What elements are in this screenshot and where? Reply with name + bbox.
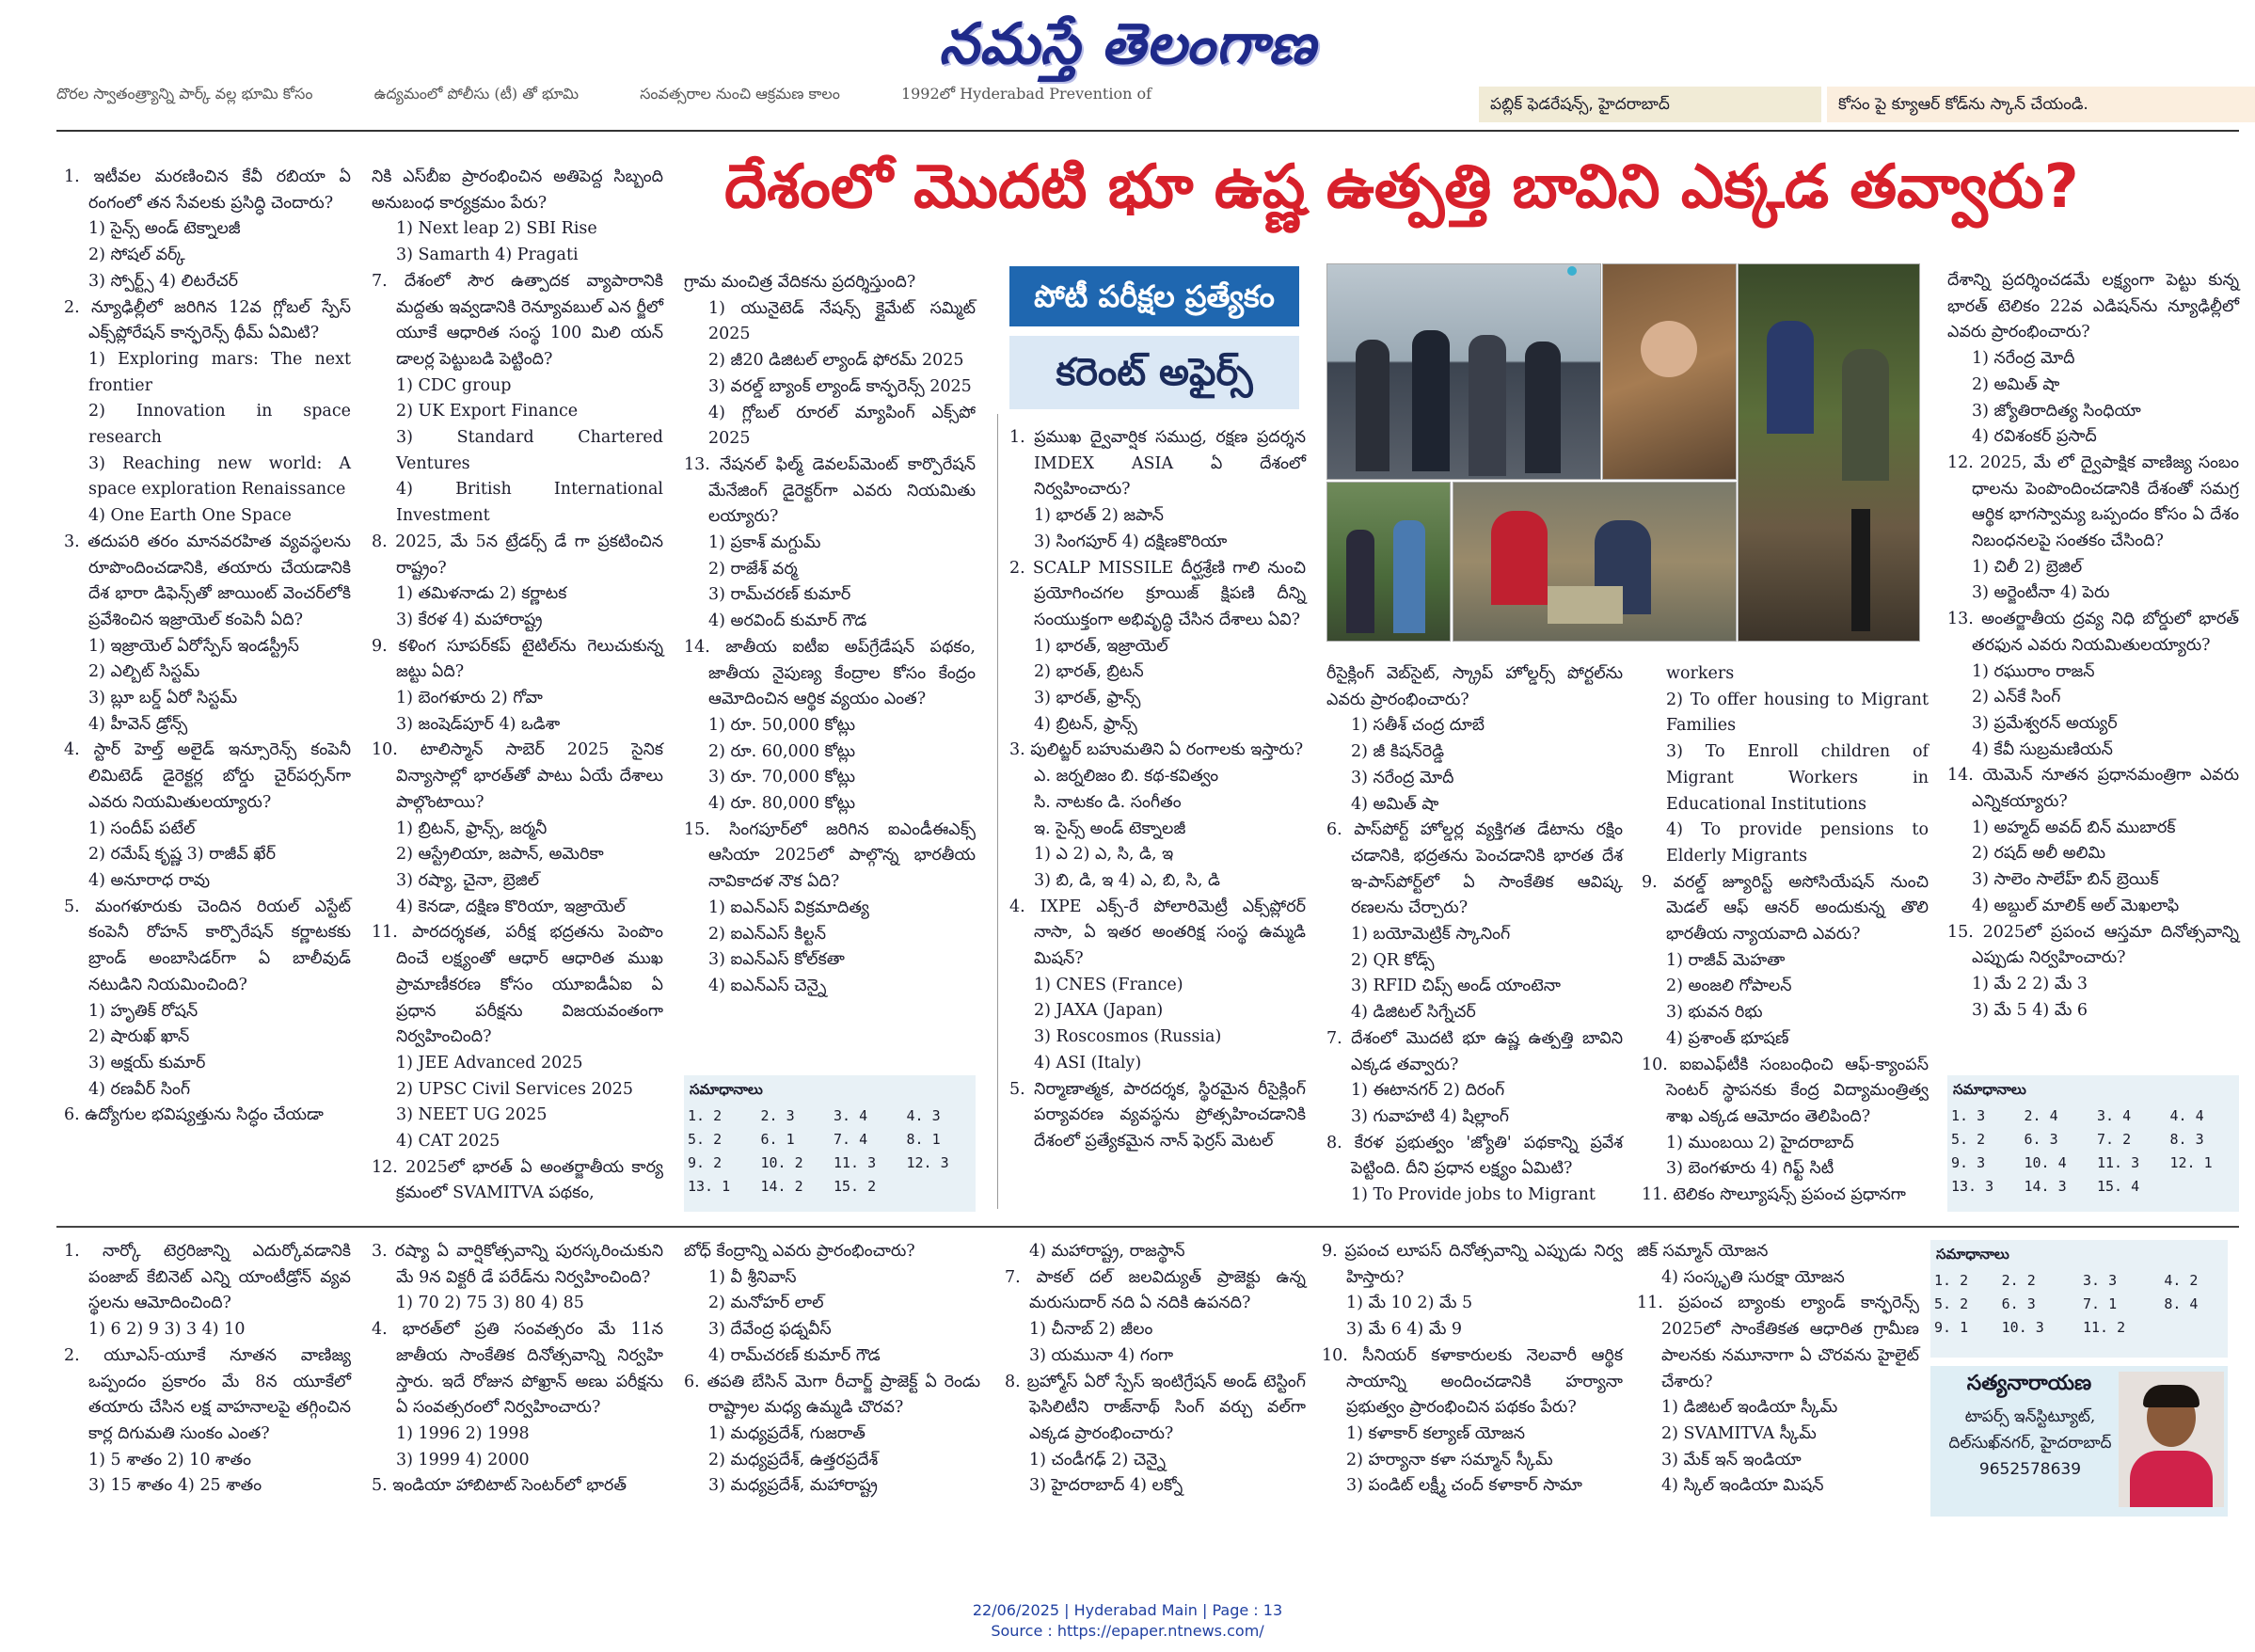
answer-cell: 12. 3 [906, 1154, 949, 1171]
answers-title: సమాధానాలు [1953, 1081, 2026, 1098]
answer-option: 3) మే 5 4) మే 6 [1972, 1000, 2088, 1020]
question-text: 11. ప్రపంచ బ్యాంకు ల్యాండ్ కాన్ఫరెన్స్ 2025లో సాంకేతికత ఆధారిత గ్రామీణ పాలనకు నమూనాగా ఏ చొరవను హైలైట్ చేశారు? [1637, 1294, 1919, 1391]
answers-box-3 [1930, 1240, 2228, 1358]
answer-option: 3) వరల్డ్ బ్యాంక్ ల్యాండ్ కాన్ఫరెన్స్ 2025 [708, 376, 972, 396]
answer-cell: 1. 3 [1951, 1107, 1986, 1124]
answer-option: 1) CNES (France) [1034, 975, 1183, 994]
question-text: 7. పాకల్ దల్ జలవిద్యుత్ ప్రాజెక్టు ఉన్న మరుసుదార్ నది ఏ నదికి ఉపనది? [1005, 1267, 1306, 1313]
answer-option: 2) భారత్, బ్రిటన్ [1034, 662, 1144, 682]
answer-cell: 11. 2 [2082, 1319, 2126, 1336]
question-text: 11. పారదర్శకత, పరీక్ష భద్రతను పెంపొం దించే లక్ష్యంతో ఆధార్ ఆధారిత ముఖ ప్రామాణీకరణ కోసం యూఐడీఏఐ ఏ ప్రధాన పరీక్షను విజయవంతంగా నిర్వహించింది? [372, 923, 663, 1047]
answer-option: 4) రామ్‌చరణ్ కుమార్ గౌడ [708, 1345, 881, 1365]
question-text: 6. తపతి బేసిన్ మెగా రీచార్జ్ ప్రాజెక్ట్ ఏ రెండు రాష్ట్రాల మధ్య ఉమ్మడి చొరవ? [684, 1372, 980, 1418]
answer-cell: 8. 1 [906, 1131, 941, 1148]
answer-option: 1) రఘురాం రాజన్ [1972, 661, 2095, 681]
answer-option: 1) Next leap 2) SBI Rise [396, 219, 597, 239]
question-text: 4. IXPE ఎక్స్-రే పోలారిమెట్రీ ఎక్స్‌ప్లోరర్ నాసా, ఏ ఇతర అంతరిక్ష సంస్థ ఉమ్మడి మిషన్? [1009, 897, 1306, 969]
answer-option: 2) హర్యానా కళా సమ్మాన్ స్కీమ్ [1346, 1450, 1553, 1469]
answer-option: 3) అర్జెంటీనా 4) పెరు [1972, 583, 2110, 603]
photo-well-inspection [1453, 482, 1737, 642]
answer-option: 4) అమిత్ షా [1351, 794, 1439, 814]
answer-option: 4) అబ్దుల్ మాలిక్ అల్ మెఖలాఫి [1972, 896, 2180, 915]
footer-date-line: 22/06/2025 | Hyderabad Main | Page : 13 [972, 1601, 1283, 1619]
answer-option: 2) షారుఖ్ ఖాన్ [88, 1027, 190, 1047]
answer-option: workers [1666, 664, 1735, 683]
answer-option: 3) రష్యా, చైనా, బ్రెజిల్ [396, 870, 540, 890]
answer-option: 4) British International Investment [396, 480, 663, 526]
answer-option: 1) మధ్యప్రదేశ్, గుజరాత్ [708, 1423, 865, 1443]
photo-field-team [1738, 263, 1920, 642]
answer-option: 4) రూ. 80,000 కోట్లు [708, 794, 856, 814]
bottom-column-1 [64, 1239, 351, 1500]
page-headline: దేశంలో మొదటి భూ ఉష్ణ ఉత్పత్తి బావిని ఎక్కడ తవ్వారు? [724, 152, 2079, 222]
author-phone: 9652578639 [1978, 1460, 2082, 1479]
question-text: 3. తదుపరి తరం మానవరహిత వ్యవస్థలను రూపొందించడానికి, తయారు చేయడానికి దేశ భారా డిఫెన్స్‌తో జాయింట్ వెంచర్‌లోకి ప్రవేశించిన ఇజ్రాయెల్ కంపెనీ ఏది? [64, 532, 351, 629]
answer-cell: 5. 2 [1951, 1131, 1986, 1148]
question-text: 15. 2025లో ప్రపంచ ఆస్తమా దినోత్సవాన్ని ఎప్పుడు నిర్వహించారు? [1947, 922, 2239, 968]
question-text: 4. స్టార్ హెల్త్ అలైడ్ ఇన్సూరెన్స్ కంపెనీ లిమిటెడ్ డైరెక్టర్ల బోర్డు చైర్‌పర్సన్‌గా ఎవరు నియమితులయ్యారు? [64, 740, 351, 812]
question-continuation: నికి ఎస్‌బీఐ ప్రారంభించిన అతిపెద్ద సిబ్బంది అనుబంధ కార్యక్రమం పేరు? [372, 167, 663, 213]
answer-option: 1) చిలీ 2) బ్రెజిల్ [1972, 557, 2083, 577]
column-4 [1009, 425, 1306, 1155]
answer-option: 3) సాలెం సాలేహ్ బిన్ బ్రెయిక్ [1972, 870, 2159, 890]
footer-source-line: Source : https://epaper.ntnews.com/ [991, 1622, 1264, 1640]
answer-option: 3) నరేంద్ర మోదీ [1351, 768, 1454, 787]
author-name: సత్యనారాయణ [1966, 1372, 2092, 1395]
photo-group-officials [1326, 263, 1601, 480]
answer-option: 1) వీ శ్రీనివాస్ [708, 1267, 797, 1287]
answer-cell: 3. 4 [2097, 1107, 2132, 1124]
answer-option: 4) కేవీ సుబ్రమణియన్ [1972, 739, 2113, 759]
answer-cell: 14. 2 [760, 1178, 803, 1195]
answer-option: 2) అమిత్ షా [1972, 374, 2060, 394]
answer-option: 2) మనోహర్ లాల్ [708, 1294, 824, 1313]
answer-cell: 9. 2 [688, 1154, 723, 1171]
answer-cell: 3. 4 [834, 1107, 868, 1124]
ticker-item: దొరల స్వాతంత్ర్యాన్ని పార్క్ వల్ల భూమి కోసం [56, 85, 313, 103]
photo-soil-sample [1602, 263, 1737, 480]
question-text: 8. బ్రహ్మోస్ ఏరో స్పేస్ ఇంటిగ్రేషన్ అండ్ టెస్టింగ్ ఫెసిలిటీని రాజ్‌నాథ్ సింగ్ వర్చు వల్‌గా ఎక్కడ ప్రారంభించారు? [1005, 1372, 1306, 1443]
answer-option: 2) సోషల్ వర్క్ [88, 246, 185, 265]
question-continuation: జిక్ సమ్మాన్ యోజన [1637, 1242, 1769, 1261]
answer-cell [2167, 1175, 2240, 1199]
answer-option: 3) దేవేంద్ర ఫడ్నవీస్ [708, 1320, 832, 1340]
answer-option: 2) జీ20 డిజిటల్ ల్యాండ్ ఫోరమ్ 2025 [708, 351, 964, 371]
answer-option: 3) ఐఎన్‌ఎస్ కోల్‌కతా [708, 950, 845, 970]
question-text: 13. అంతర్జాతీయ ద్రవ్య నిధి బోర్డులో భారత్ తరఫున ఎవరు నియమితులయ్యారు? [1947, 610, 2239, 655]
answer-option: 1) ముంబయి 2) హైదరాబాద్ [1666, 1133, 1854, 1152]
answer-option: 1) ప్రకాశ్ మగ్దుమ్ [708, 533, 821, 553]
ticker-item: సంవత్సరాల నుంచి ఆక్రమణ కాలం [640, 85, 840, 103]
answer-option: 3) పండిట్ లక్ష్మీ చంద్ కళాకార్ సామా [1346, 1476, 1582, 1496]
bottom-column-5 [1322, 1239, 1623, 1500]
answer-cell: 3. 3 [2082, 1272, 2118, 1289]
author-card [1930, 1366, 2228, 1517]
answer-option: 1) రూ. 50,000 కోట్లు [708, 715, 856, 735]
answer-option: 3) బ్లూ బర్డ్ ఏరో సిస్టమ్ [88, 689, 238, 708]
answer-option: 3) Roscosmos (Russia) [1034, 1027, 1222, 1047]
question-text: 4. భారత్‌లో ప్రతి సంవత్సరం మే 11న జాతీయ సాంకేతిక దినోత్సవాన్ని నిర్వహి స్తారు. ఇదే రోజున పోఖ్రాన్ అణు పరీక్షను ఏ సంవత్సరంలో నిర్వహించారు? [372, 1320, 663, 1418]
answer-option: 2) మధ్యప్రదేశ్, ఉత్తరప్రదేశ్ [708, 1450, 879, 1469]
answer-option: 3) అక్షయ్ కుమార్ [88, 1053, 206, 1072]
answer-option: 1) బ్రిటన్, ఫ్రాన్స్, జర్మనీ [396, 818, 548, 838]
question-text: 13. నేషనల్ ఫిల్మ్ డెవలప్‌మెంట్ కార్పొరేషన్ మేనేజింగ్ డైరెక్టర్‌గా ఎవరు నియమితు లయ్యారు? [684, 454, 976, 527]
column-divider [997, 414, 998, 1209]
answer-cell: 6. 1 [760, 1131, 795, 1148]
photo-officials-outdoor [1326, 482, 1451, 642]
answer-option: 3) యమునా 4) గంగా [1029, 1345, 1174, 1365]
answer-option: 1) యునైటెడ్ నేషన్స్ క్లైమేట్ సమ్మిట్ 2025 [708, 298, 976, 344]
answer-option: 4) హీవెన్ డ్రోన్స్ [88, 714, 188, 734]
answer-option: 4) కెనడా, దక్షిణ కొరియా, ఇజ్రాయెల్ [396, 897, 626, 916]
ticker-box-qr: కోసం పై క్యూఆర్ కోడ్‌ను స్కాన్ చేయండి. [1827, 87, 2255, 122]
answer-cell: 9. 1 [1934, 1319, 1969, 1336]
answer-option: 1) సందీప్ పటేల్ [88, 818, 196, 838]
answer-option: 3) మధ్యప్రదేశ్, మహారాష్ట్ర [708, 1476, 878, 1496]
answer-cell: 13. 1 [688, 1178, 731, 1195]
answer-cell: 4. 3 [906, 1107, 941, 1124]
question-text: 1. నార్కో టెర్రరిజాన్ని ఎదుర్కోవడానికి పంజాబ్ కేబినెట్ ఎన్ని యాంటీడ్రోన్ వ్యవ స్థలను ఆమోదించింది? [64, 1242, 351, 1313]
answer-cell: 2. 2 [2001, 1272, 2036, 1289]
answer-option: 1) 6 2) 9 3) 3 4) 10 [88, 1320, 246, 1340]
answer-option: 3) Samarth 4) Pragati [396, 246, 579, 265]
author-institute: టాపర్స్ ఇన్‌స్టిట్యూట్, [1964, 1407, 2096, 1426]
answer-option: 2) జీ కిషన్‌రెడ్డి [1351, 742, 1445, 762]
column-1 [64, 165, 351, 1129]
answer-option: 2) ఆస్ట్రేలియా, జపాన్, అమెరికా [396, 845, 604, 865]
column-7 [1947, 268, 2239, 1024]
answer-option: 1) ఇజ్రాయెల్ ఏరోస్పేస్ ఇండస్ట్రీస్ [88, 636, 299, 656]
answer-option: 3) భారత్, ఫ్రాన్స్ [1034, 689, 1141, 708]
question-text: 10. సీనియర్ కళాకారులకు నెలవారీ ఆర్థిక సాయాన్ని అందించడానికి హర్యానా ప్రభుత్వం ప్రారంభించిన పథకం పేరు? [1322, 1345, 1623, 1418]
question-text: 9. కళింగ సూపర్‌కప్ టైటిల్‌ను గెలుచుకున్న జట్టు ఏది? [372, 636, 663, 682]
answer-option: 1) Exploring mars: The next frontier [88, 349, 351, 395]
answer-option: 4) అనూరాధ రావు [88, 870, 211, 890]
answer-option: 3) To Enroll children of Migrant Workers in Educational Institutions [1666, 742, 1929, 814]
answer-option: 3) మేక్ ఇన్ ఇండియా [1661, 1450, 1802, 1469]
answer-cell: 10. 2 [760, 1154, 803, 1171]
answer-option: 4) అరవింద్ కుమార్ గౌడ [708, 612, 867, 631]
answer-cell: 8. 4 [2164, 1295, 2199, 1312]
answer-option: 2) రూ. 60,000 కోట్లు [708, 741, 856, 761]
answer-option: 3) Standard Chartered Ventures [396, 428, 663, 473]
answer-option: 4) ఐఎన్‌ఎస్ చెన్నై [708, 976, 827, 995]
answers-box-1 [684, 1075, 976, 1212]
question-text: 15. సింగపూర్‌లో జరిగిన ఐఎండీఈఎక్స్ ఆసియా 2025లో పాల్గొన్న భారతీయ నావికాదళ నౌక ఏది? [684, 819, 976, 892]
section-divider [56, 1226, 2239, 1228]
answer-option: 1) చండీగఢ్ 2) చెన్నై [1029, 1450, 1166, 1469]
answer-option: 3) కేరళ 4) మహారాష్ట్ర [396, 610, 543, 629]
answer-option: 4) ప్రశాంత్ భూషణ్ [1666, 1028, 1789, 1048]
question-text: 5. మంగళూరుకు చెందిన రియల్ ఎస్టేట్ కంపెనీ రోహన్ కార్పొరేషన్ కర్ణాటకకు బ్రాండ్ అంబాసిడర్‌గా ఏ బాలీవుడ్ నటుడిని నియమించింది? [64, 897, 351, 994]
answer-option: 1) 1996 2) 1998 [396, 1423, 530, 1443]
answer-option: 4) ASI (Italy) [1034, 1053, 1142, 1072]
answer-option: 1) బెంగళూరు 2) గోవా [396, 689, 543, 708]
answer-cell: 4. 2 [2164, 1272, 2199, 1289]
column-3 [684, 270, 976, 1000]
answer-option: 2) UK Export Finance [396, 402, 579, 421]
answer-cell: 9. 3 [1951, 1154, 1986, 1171]
question-text: 3. పులిట్జర్ బహుమతిని ఏ రంగాలకు ఇస్తారు? [1009, 740, 1304, 760]
answer-option: 4) One Earth One Space [88, 506, 292, 526]
answer-cell: 10. 3 [2001, 1319, 2044, 1336]
question-text: 5. నిర్మాణాత్మక, పారదర్శక, స్థిరమైన రీసైక్లింగ్ పర్యావరణ వ్యవస్థను ప్రోత్సహించడానికి దేశంలో ప్రత్యేకమైన నాన్ ఫెర్రస్ మెటల్ [1009, 1079, 1306, 1151]
answer-option: 1) 5 శాతం 2) 10 శాతం [88, 1450, 251, 1469]
answer-option: 3) స్పోర్ట్స్ 4) లిటరేచర్ [88, 271, 239, 291]
answer-option: 3) సింగపూర్ 4) దక్షిణకొరియా [1034, 532, 1228, 551]
answer-option: 2) JAXA (Japan) [1034, 1001, 1164, 1021]
answer-cell: 8. 3 [2169, 1131, 2204, 1148]
question-text: 8. 2025, మే 5న ట్రేడర్స్ డే గా ప్రకటించిన రాష్ట్రం? [372, 532, 663, 578]
answer-option: 2) To offer housing to Migrant Families [1666, 690, 1929, 736]
answer-option: 2) SVAMITVA స్కీమ్ [1661, 1423, 1817, 1443]
answer-option: 4) To provide pensions to Elderly Migrants [1666, 820, 1929, 866]
answer-cell [903, 1175, 977, 1199]
bottom-column-4 [1005, 1239, 1306, 1500]
answer-option: 1) బయోమెట్రిక్ స్కానింగ్ [1351, 925, 1511, 945]
answer-cell: 1. 2 [1934, 1272, 1969, 1289]
answer-option: 1) JEE Advanced 2025 [396, 1053, 583, 1072]
answer-option: ఎ. జర్నలిజం బి. కథ-కవిత్వం [1034, 767, 1219, 786]
question-text: 14. యెమెన్ నూతన ప్రధానమంత్రిగా ఎవరు ఎన్నికయ్యారు? [1947, 766, 2239, 812]
answer-option: 3) Reaching new world: A space exploration Renaissance [88, 453, 351, 500]
answer-option: 3) బెంగళూరు 4) గిఫ్ట్ సిటీ [1666, 1159, 1834, 1179]
bottom-column-2 [372, 1239, 663, 1500]
bottom-column-6 [1637, 1239, 1919, 1500]
answer-cell: 5. 2 [1934, 1295, 1969, 1312]
author-location: దిల్‌సుఖ్‌నగర్, హైదరాబాద్ [1948, 1434, 2112, 1453]
answer-option: 2) ఎన్‌కే సింగ్ [1972, 688, 2061, 707]
answer-cell: 11. 3 [2097, 1154, 2140, 1171]
answer-option: 4) రవిశంకర్ ప్రసాద్ [1972, 427, 2097, 447]
question-text: 5. ఇండియా హాబిటాట్ సెంటర్‌లో భారత్ [372, 1476, 627, 1496]
answers-title: సమాధానాలు [690, 1081, 763, 1098]
answer-option: 1) డిజిటల్ ఇండియా స్కీమ్ [1661, 1398, 1838, 1418]
question-text: 10. ఐఐఎఫ్‌టీకి సంబంధించి ఆఫ్-క్యాంపస్ సెంటర్ స్థాపనకు కేంద్ర విద్యామంత్రిత్వ శాఖ ఎక్కడ ఆమోదం తెలిపింది? [1642, 1055, 1929, 1126]
answer-cell: 11. 3 [834, 1154, 877, 1171]
answer-option: 3) బి, డి, ఇ 4) ఎ, బి, సి, డి [1034, 870, 1220, 890]
answer-option: 1) భారత్ 2) జపాన్ [1034, 506, 1164, 526]
answer-option: 3) హైదరాబాద్ 4) లక్నో [1029, 1476, 1183, 1496]
answer-option: 2) అంజలి గోపాలన్ [1666, 977, 1792, 996]
question-text: 3. రష్యా ఏ వార్షికోత్సవాన్ని పురస్కరించుకుని మే 9న విక్టరీ డే పరేడ్‌ను నిర్వహించింది? [372, 1242, 663, 1287]
answer-option: 3) NEET UG 2025 [396, 1105, 548, 1125]
author-photo [2119, 1372, 2224, 1507]
answer-option: 2) రమేష్ కృష్ణ 3) రాజీవ్ ఖేర్ [88, 845, 276, 865]
question-continuation: దేశాన్ని ప్రదర్శించడమే లక్ష్యంగా పెట్టు కున్న భారత్ టెలికం 22వ ఎడిషన్‌ను న్యూఢిల్లీలో ఎవరు ప్రారంభించారు? [1947, 271, 2239, 342]
answer-cell: 1. 2 [688, 1107, 723, 1124]
newspaper-logo: నమస్తే తెలంగాణ [938, 11, 1317, 77]
question-continuation: రీసైక్లింగ్ వెబ్‌సైట్, స్క్రాప్ హోల్డర్స్ పోర్టల్‌ను ఎవరు ప్రారంభించారు? [1326, 664, 1623, 709]
answer-option: 1) ఐఎన్‌ఎస్ విక్రమాదిత్య [708, 897, 869, 917]
answer-cell: 6. 3 [2024, 1131, 2058, 1148]
question-text: 2. SCALP MISSILE దీర్ఘశ్రేణి గాలి నుంచి ప్రయోగించగల క్రూయిజ్ క్షిపణి దీన్ని సంయుక్తంగా అభివృద్ధి చేసిన దేశాలు ఏవి? [1009, 558, 1306, 629]
answer-cell: 15. 4 [2097, 1178, 2140, 1195]
page-footer [0, 1600, 2255, 1642]
answer-cell: 12. 1 [2169, 1154, 2213, 1171]
answer-option: 1) కళాకార్ కల్యాణ్ యోజన [1346, 1423, 1526, 1443]
answer-option: 1) To Provide jobs to Migrant [1351, 1185, 1596, 1205]
answer-cell: 14. 3 [2024, 1178, 2067, 1195]
question-text: 7. దేశంలో సౌర ఉత్పాదక వ్యాపారానికి మద్దతు ఇవ్వడానికి రెన్యూవబుల్ ఎన ర్జీలో యూకే ఆధారిత సంస్థ 100 మిలి యన్ డాలర్ల పెట్టుబడి పెట్టింది? [372, 271, 663, 369]
ticker-item: 1992లో Hyderabad Prevention of [900, 85, 1152, 103]
answers-title: సమాధానాలు [1936, 1246, 2009, 1263]
answer-option: 3) ప్రమేశ్వరన్ అయ్యర్ [1972, 713, 2118, 733]
answer-option: 4) మహారాష్ట్ర, రాజస్థాన్ [1029, 1242, 1185, 1261]
ticker-item: ఉద్యమంలో పోలీసు (టీ) తో భూమి [373, 85, 580, 103]
answer-option: 1) భారత్, ఇజ్రాయెల్ [1034, 636, 1168, 656]
answer-option: 4) గ్లోబల్ రూరల్ మ్యాపింగ్ ఎక్స్‌పో 2025 [708, 403, 976, 449]
answer-option: 3) రూ. 70,000 కోట్లు [708, 768, 856, 787]
ticker-box: పబ్లిక్ ఫెడరేషన్స్, హైదరాబాద్ [1479, 87, 1821, 122]
answer-option: ఇ. సైన్స్ అండ్ టెక్నాలజీ [1034, 818, 1186, 838]
answer-option: 3) 1999 4) 2000 [396, 1450, 530, 1469]
answer-option: 4) డిజిటల్ సిగ్నేచర్ [1351, 1003, 1476, 1023]
answer-option: 1) హృతిక్ రోషన్ [88, 1001, 199, 1021]
answer-option: 3) జ్యోతిరాదిత్య సింధియా [1972, 401, 2141, 421]
answer-option: 1) రాజీవ్ మెహతా [1666, 950, 1786, 970]
question-continuation: బోధ్ కేంద్రాన్ని ఎవరు ప్రారంభించారు? [684, 1242, 915, 1261]
answer-option: 4) రణవీర్ సింగ్ [88, 1079, 191, 1099]
bottom-column-3 [684, 1239, 980, 1500]
answer-option: 2) QR కోడ్స్ [1351, 950, 1435, 970]
question-text: 9. ప్రపంచ లూపస్ దినోత్సవాన్ని ఎప్పుడు నిర్వ హిస్తారు? [1322, 1242, 1623, 1287]
question-text: 6. పాస్‌పోర్ట్ హోల్డర్ల వ్యక్తిగత డేటాను రక్షిం చడానికి, భద్రతను పెంచడానికి భారత దేశ ఇ-పాస్‌పోర్ట్‌లో ఏ సాంకేతిక ఆవిష్క రణలను చేర్చారు? [1326, 820, 1623, 918]
question-text: 6. ఉద్యోగుల భవిష్యత్తును సిద్ధం చేయడా [64, 1105, 324, 1125]
answer-option: 1) సైన్స్ అండ్ టెక్నాలజీ [88, 219, 241, 239]
answer-option: 2) రాజేశ్ వర్మ [708, 559, 798, 579]
question-text: 8. కేరళ ప్రభుత్వం 'జ్యోతి' పథకాన్ని ప్రవేశ పెట్టింది. దీని ప్రధాన లక్ష్యం ఏమిటి? [1326, 1133, 1623, 1179]
answer-option: 1) ఎ 2) ఎ, సి, డి, ఇ [1034, 845, 1174, 865]
question-text: 7. దేశంలో మొదటి భూ ఉష్ణ ఉత్పత్తి బావిని ఎక్కడ తవ్వారు? [1326, 1028, 1623, 1074]
answer-option: 1) చీనాబ్ 2) జీలం [1029, 1320, 1153, 1340]
answer-option: 1) మే 2 2) మే 3 [1972, 974, 2088, 993]
answer-option: 2) UPSC Civil Services 2025 [396, 1079, 634, 1099]
question-text: 12. 2025లో భారత్ ఏ అంతర్జాతీయ కార్య క్రమంలో SVAMITVA పథకం, [372, 1157, 663, 1203]
answers-box-2 [1947, 1075, 2239, 1212]
question-text: 2. న్యూఢిల్లీలో జరిగిన 12వ గ్లోబల్ స్పేస్ ఎక్స్‌ప్లోరేషన్ కాన్ఫరెన్స్ థీమ్ ఏమిటి? [64, 297, 351, 343]
answer-option: 1) తమిళనాడు 2) కర్ణాటక [396, 584, 567, 604]
photo-dot-icon [1567, 266, 1577, 276]
answer-option: 1) ఈటానగర్ 2) దిరంగ్ [1351, 1081, 1505, 1101]
answer-option: 2) ఐఎన్‌ఎస్ కిల్టన్ [708, 924, 827, 944]
answer-cell: 5. 2 [688, 1131, 723, 1148]
question-continuation: గ్రామ మంచిత్ర వేదికను ప్రదర్శిస్తుంది? [684, 273, 916, 292]
answer-option: 2) ఎల్బిట్ సిస్టమ్ [88, 662, 200, 682]
answer-cell: 6. 3 [2001, 1295, 2036, 1312]
answer-cell: 15. 2 [834, 1178, 877, 1195]
answer-cell: 13. 3 [1951, 1178, 1994, 1195]
answer-cell: 4. 4 [2169, 1107, 2204, 1124]
answer-option: 2) రషద్ అలీ అలిమి [1972, 844, 2106, 864]
answer-option: 4) CAT 2025 [396, 1132, 500, 1152]
answer-option: 3) మే 6 4) మే 9 [1346, 1320, 1463, 1340]
question-text: 1. ఇటీవల మరణించిన కేవీ రబియా ఏ రంగంలో తన సేవలకు ప్రసిద్ధి చెందారు? [64, 167, 351, 213]
question-text: 14. జాతీయ ఐటీఐ అప్‌గ్రేడేషన్ పథకం, జాతీయ నైపుణ్య కేంద్రాల కోసం కేంద్రం ఆమోదించిన ఆర్థిక వ్యయం ఎంత? [684, 637, 976, 709]
answer-option: 4) సంస్కృతి సురక్షా యోజన [1661, 1267, 1845, 1287]
answer-option: 1) మే 10 2) మే 5 [1346, 1294, 1473, 1313]
answer-option: 4) బ్రిటన్, ఫ్రాన్స్ [1034, 714, 1137, 734]
answer-cell [2160, 1316, 2228, 1340]
answer-option: 3) రామ్‌చరణ్ కుమార్ [708, 585, 851, 605]
question-text: 10. టాలిస్మాన్ సాబెర్ 2025 సైనిక విన్యాసాల్లో భారత్‌తో పాటు ఏయే దేశాలు పాల్గొంటాయి? [372, 740, 663, 812]
answer-cell: 2. 3 [760, 1107, 795, 1124]
answer-option: 4) స్కిల్ ఇండియా మిషన్ [1661, 1476, 1824, 1496]
answer-option: సి. నాటకం డి. సంగీతం [1034, 792, 1182, 812]
answer-cell: 2. 4 [2024, 1107, 2058, 1124]
answer-cell: 10. 4 [2024, 1154, 2067, 1171]
answer-option: 1) 70 2) 75 3) 80 4) 85 [396, 1294, 584, 1313]
answer-cell: 7. 1 [2082, 1295, 2118, 1312]
answer-option: 3) 15 శాతం 4) 25 శాతం [88, 1476, 262, 1496]
answer-cell: 7. 2 [2097, 1131, 2132, 1148]
answer-option: 3) భువన రిభు [1666, 1003, 1763, 1023]
masthead [0, 0, 2255, 85]
answer-option: 1) సతీశ్ చంద్ర దూబే [1351, 716, 1485, 736]
question-text: 9. వరల్డ్ జ్యూరిస్ట్ అసోసియేషన్ నుంచి మెడల్ ఆఫ్ ఆనర్ అందుకున్న తొలి భారతీయ న్యాయవాది ఎవరు? [1642, 872, 1929, 945]
answer-option: 1) CDC group [396, 375, 512, 395]
answer-option: 1) అహ్మద్ అవద్ బిన్ ముబారక్ [1972, 818, 2176, 837]
question-text: 2. యూఎస్-యూకే నూతన వాణిజ్య ఒప్పందం ప్రకారం మే 8న యూకేలో తయారు చేసిన లక్ష వాహనాలపై తగ్గించిన కార్ల దిగుమతి సుంకం ఎంత? [64, 1345, 351, 1443]
column-5 [1326, 661, 1623, 1209]
special-banner: పోటీ పరీక్షల ప్రత్యేకం [1009, 266, 1299, 326]
question-text: 11. టెలికం సొల్యూషన్స్ ప్రపంచ ప్రధానగా [1642, 1185, 1906, 1205]
column-6 [1642, 661, 1929, 1209]
question-text: 1. ప్రముఖ ద్వైవార్షిక సముద్ర, రక్షణ ప్రదర్శన IMDEX ASIA ఏ దేశంలో నిర్వహించారు? [1009, 428, 1306, 500]
answer-option: 3) జంషెడ్‌పూర్ 4) ఒడిశా [396, 714, 561, 734]
answer-cell: 7. 4 [834, 1131, 868, 1148]
column-2 [372, 165, 663, 1207]
answer-option: 2) Innovation in space research [88, 402, 351, 448]
question-text: 12. 2025, మే లో ద్వైపాక్షిక వాణిజ్య సంబం ధాలను పెంపొందించడానికి దేశంతో సమగ్ర ఆర్థిక భాగస్వామ్య ఒప్పందం కోసం ఏ దేశం నిబంధనలపై సంతకం చేసింది? [1947, 453, 2239, 551]
current-affairs-banner: కరెంట్ అఫైర్స్ [1009, 336, 1299, 409]
answer-option: 3) RFID చిప్స్ అండ్ యాంటెనా [1351, 977, 1561, 996]
answer-option: 1) నరేంద్ర మోదీ [1972, 349, 2075, 369]
answer-option: 3) గువాహటి 4) షిల్లాంగ్ [1351, 1106, 1509, 1126]
